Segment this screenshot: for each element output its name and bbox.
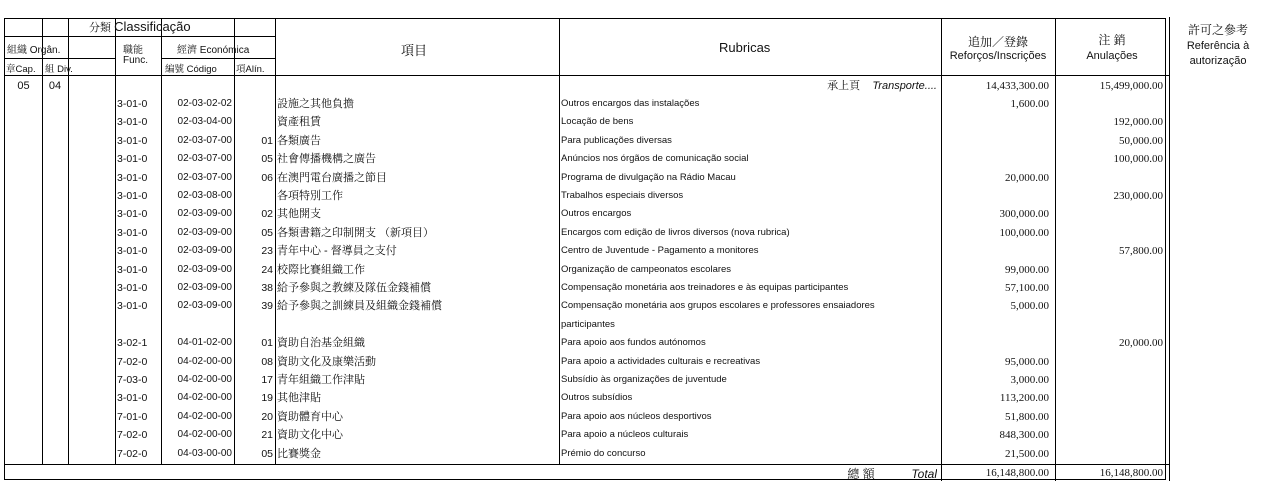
transport-label-zh: 承上頁 — [827, 80, 861, 92]
header-rubricas: Rubricas — [719, 40, 771, 55]
reforcos-value: 95,000.00 — [1005, 355, 1049, 368]
divider — [559, 19, 560, 465]
func-code: 3-01-0 — [117, 226, 148, 239]
func-code: 7-01-0 — [117, 410, 148, 423]
rubrica-description: Compensação monetária aos treinadores e às equipas participantes — [561, 282, 849, 293]
header-codigo-pt: Código — [186, 64, 217, 75]
divider — [234, 19, 235, 465]
header-referencia-pt-1: Referência à — [1186, 40, 1250, 52]
item-description-zh: 各類書籍之印制開支 （新項目） — [277, 226, 435, 239]
economic-code: 04-03-00-00 — [177, 447, 232, 459]
rubrica-description: Subsídio às organizações de juventude — [561, 374, 727, 385]
alinea-code — [236, 316, 273, 334]
item-description-zh: 其他津貼 — [277, 392, 321, 405]
economic-code: 02-03-09-00 — [177, 226, 232, 238]
func-code: 3-01-0 — [117, 300, 148, 313]
anulacoes-value — [1057, 371, 1163, 389]
economic-code: 02-03-09-00 — [177, 245, 232, 257]
anulacoes-value — [1057, 408, 1163, 426]
economic-code — [163, 316, 232, 334]
header-organica-zh: 組織 — [7, 45, 27, 56]
reforcos-value: 21,500.00 — [1005, 447, 1049, 460]
economic-code: 02-03-02-02 — [177, 98, 232, 109]
rubrica-description: Outros subsídios — [561, 392, 633, 404]
reforcos-value — [943, 113, 1049, 131]
divider — [1169, 17, 1170, 481]
header-div-zh: 組 — [45, 64, 55, 75]
economic-code: 04-02-00-00 — [177, 410, 232, 422]
anulacoes-value: 230,000.00 — [1113, 190, 1163, 202]
reforcos-value — [943, 334, 1049, 352]
economic-code: 02-03-09-00 — [177, 208, 232, 220]
header-alinea-zh: 項 — [236, 64, 246, 75]
item-description-zh: 資助自治基金組織 — [277, 337, 365, 350]
header-classificacao-pt: Classificação — [114, 19, 191, 34]
economic-code: 04-02-00-00 — [177, 429, 232, 441]
economic-code: 04-01-02-00 — [177, 337, 232, 349]
reforcos-value — [943, 150, 1049, 168]
header-cap-zh: 章 — [6, 64, 16, 75]
anulacoes-value — [1057, 169, 1163, 187]
func-code: 3-01-0 — [117, 392, 148, 405]
item-description-zh: 設施之其他負擔 — [277, 98, 354, 110]
divider — [275, 19, 276, 465]
item-description-zh — [277, 316, 557, 334]
rubrica-description: Encargos com edição de livros diversos (nova rubrica) — [561, 226, 790, 238]
alinea-code — [236, 187, 273, 205]
rubrica-description: Locação de bens — [561, 116, 634, 128]
item-description-zh: 在澳門電台廣播之節目 — [277, 171, 387, 184]
reforcos-value: 99,000.00 — [1005, 263, 1049, 276]
alinea-code: 05 — [261, 447, 273, 460]
rubrica-description: Para apoio a núcleos culturais — [561, 429, 689, 441]
economic-code: 02-03-08-00 — [177, 190, 232, 201]
anulacoes-value — [1057, 445, 1163, 463]
reforcos-value: 5,000.00 — [1010, 300, 1049, 313]
item-description-zh: 資產租賃 — [277, 116, 321, 129]
func-code: 3-01-0 — [117, 245, 148, 258]
divider — [5, 58, 115, 59]
header-organica — [7, 41, 60, 56]
header-itens: 項目 — [401, 43, 428, 58]
reforcos-value: 300,000.00 — [999, 208, 1049, 221]
anulacoes-value — [1057, 224, 1163, 242]
rubrica-description: Outros encargos das instalações — [561, 98, 700, 109]
func-code — [117, 316, 161, 334]
rubrica-description: Compensação monetária aos grupos escolares e professores ensaiadores — [561, 300, 875, 312]
header-funcional-zh: 職能 — [123, 45, 143, 56]
alinea-code: 19 — [261, 392, 273, 405]
economic-code: 02-03-09-00 — [177, 282, 232, 293]
func-code: 3-01-0 — [117, 134, 148, 147]
header-economica-pt: Económica — [199, 45, 250, 56]
header-anulacoes-zh: 注 銷 — [1098, 33, 1126, 47]
header-economica-zh: 經濟 — [177, 45, 197, 56]
reforcos-value: 3,000.00 — [1010, 374, 1049, 386]
alinea-code — [236, 113, 273, 131]
func-code: 3-01-0 — [117, 263, 148, 276]
anulacoes-value — [1057, 279, 1163, 297]
func-code: 3-01-0 — [117, 282, 148, 294]
func-code: 7-02-0 — [117, 447, 148, 460]
reforcos-value — [943, 187, 1049, 205]
header-anulacoes-pt: Anulações — [1086, 50, 1138, 62]
rubrica-description: Organização de campeonatos escolares — [561, 263, 732, 275]
item-description-zh: 社會傳播機構之廣告 — [277, 153, 376, 166]
transport-anulacoes: 15,499,000.00 — [1099, 80, 1163, 92]
rubrica-description: Programa de divulgação na Rádio Macau — [561, 171, 736, 183]
anulacoes-value — [1057, 389, 1163, 407]
header-reforcos-zh: 追加／登錄 — [967, 35, 1028, 49]
rubrica-description: Trabalhos especiais diversos — [561, 190, 684, 201]
alinea-code: 23 — [261, 245, 273, 258]
total-anulacoes: 16,148,800.00 — [1099, 467, 1163, 479]
total-label — [765, 465, 937, 483]
economic-code: 02-03-09-00 — [177, 300, 232, 312]
anulacoes-value — [1057, 426, 1163, 444]
reforcos-value: 1,600.00 — [1010, 98, 1049, 110]
func-code: 3-02-1 — [117, 337, 148, 350]
header-economica — [177, 41, 249, 56]
alinea-code: 20 — [261, 410, 273, 423]
economic-code: 02-03-07-00 — [177, 171, 232, 183]
rubrica-description: Para apoio a actividades culturais e recreativas — [561, 355, 761, 367]
header-codigo — [165, 61, 217, 75]
divider — [5, 36, 275, 37]
alinea-code: 38 — [261, 282, 273, 294]
header-referencia-pt-2: autorização — [1189, 55, 1247, 67]
alinea-code: 39 — [261, 300, 273, 313]
alinea-code: 24 — [261, 263, 273, 276]
item-description-zh: 其他開支 — [277, 208, 321, 221]
anulacoes-value: 57,800.00 — [1119, 245, 1163, 258]
header-alinea — [236, 61, 265, 75]
anulacoes-value — [1057, 205, 1163, 223]
reforcos-value: 57,100.00 — [1005, 282, 1049, 294]
transport-label — [765, 77, 937, 95]
header-cap-pt: Cap. — [15, 64, 36, 75]
alinea-code: 01 — [261, 134, 273, 147]
header-cap — [6, 61, 36, 75]
func-code: 3-01-0 — [117, 208, 148, 221]
rubrica-description: Anúncios nos órgãos de comunicação social — [561, 153, 749, 165]
item-description-zh: 青年中心 - 督導員之支付 — [277, 245, 397, 258]
economic-code: 02-03-07-00 — [177, 134, 232, 146]
rubrica-description: Centro de Juventude - Pagamento a monitores — [561, 245, 759, 257]
total-label-zh: 總 額 — [847, 467, 875, 481]
header-classificacao-zh: 分類 — [89, 22, 111, 34]
anulacoes-value: 20,000.00 — [1119, 337, 1163, 350]
alinea-code: 17 — [261, 374, 273, 386]
alinea-code: 06 — [261, 171, 273, 184]
alinea-code: 02 — [261, 208, 273, 221]
divider — [941, 19, 942, 481]
reforcos-value — [943, 242, 1049, 260]
alinea-code: 21 — [261, 429, 273, 442]
anulacoes-value — [1057, 316, 1163, 334]
item-description-zh: 各項特別工作 — [277, 190, 343, 202]
anulacoes-value — [1057, 95, 1163, 113]
div-value: 04 — [48, 80, 62, 92]
item-description-zh: 比賽獎金 — [277, 447, 321, 460]
economic-code: 02-03-04-00 — [177, 116, 232, 128]
rubrica-description: Para apoio aos núcleos desportivos — [561, 410, 712, 422]
header-codigo-zh: 編號 — [165, 64, 185, 75]
rubrica-description: Para apoio aos fundos autónomos — [561, 337, 706, 349]
rubrica-description: Outros encargos — [561, 208, 632, 220]
economic-code: 02-03-09-00 — [177, 263, 232, 275]
func-code: 7-03-0 — [117, 374, 148, 386]
func-code: 7-02-0 — [117, 429, 148, 442]
cap-value: 05 — [17, 80, 30, 92]
rubrica-description: Para publicações diversas — [561, 134, 672, 146]
reforcos-value — [943, 132, 1049, 150]
func-code: 3-01-0 — [117, 153, 148, 166]
total-reforcos: 16,148,800.00 — [985, 467, 1049, 479]
economic-code: 02-03-07-00 — [177, 153, 232, 165]
anulacoes-value — [1057, 353, 1163, 371]
header-referencia-zh: 許可之參考 — [1187, 23, 1248, 37]
item-description-zh: 資助文化中心 — [277, 429, 343, 442]
item-description-zh: 給予參與之教練及隊伍金錢補償 — [277, 282, 431, 294]
func-code: 7-02-0 — [117, 355, 148, 368]
item-description-zh: 資助體育中心 — [277, 410, 343, 423]
reforcos-value: 100,000.00 — [999, 226, 1049, 239]
header-classificacao — [89, 19, 191, 35]
item-description-zh: 資助文化及康樂活動 — [277, 355, 376, 368]
economic-code: 04-02-00-00 — [177, 355, 232, 367]
budget-table — [4, 18, 1250, 481]
divider — [5, 75, 1169, 76]
rubrica-description: Prémio do concurso — [561, 447, 646, 459]
reforcos-value: 20,000.00 — [1005, 171, 1049, 184]
header-funcional-pt: Func. — [123, 55, 149, 66]
alinea-code — [236, 95, 273, 113]
alinea-code: 01 — [261, 337, 273, 350]
alinea-code: 05 — [261, 226, 273, 239]
anulacoes-value: 100,000.00 — [1113, 153, 1163, 166]
anulacoes-value — [1057, 297, 1163, 315]
item-description-zh: 青年組織工作津貼 — [277, 374, 365, 386]
reforcos-value — [943, 316, 1049, 334]
func-code: 3-01-0 — [117, 190, 148, 202]
rubrica-description: participantes — [561, 318, 615, 330]
header-div-pt: Div. — [57, 64, 73, 75]
reforcos-value: 113,200.00 — [999, 392, 1049, 405]
divider — [161, 58, 275, 59]
anulacoes-value: 50,000.00 — [1119, 134, 1163, 147]
header-reforcos-pt: Reforços/Inscrições — [949, 50, 1047, 62]
item-description-zh: 各類廣告 — [277, 134, 321, 147]
alinea-code: 08 — [261, 355, 273, 368]
item-description-zh: 給予參與之訓練員及組織金錢補償 — [277, 300, 442, 313]
alinea-code: 05 — [261, 153, 273, 166]
divider — [161, 19, 162, 465]
header-div — [45, 61, 73, 75]
divider — [68, 19, 69, 465]
func-code: 3-01-0 — [117, 171, 148, 184]
transport-label-pt: Transporte.... — [872, 80, 937, 92]
total-label-pt: Total — [911, 467, 937, 481]
anulacoes-value: 192,000.00 — [1113, 116, 1163, 129]
header-alinea-pt: Alín. — [245, 64, 265, 75]
divider — [115, 19, 116, 465]
reforcos-value: 848,300.00 — [999, 429, 1049, 442]
anulacoes-value — [1057, 261, 1163, 279]
func-code: 3-01-0 — [117, 116, 148, 129]
func-code: 3-01-0 — [117, 98, 148, 110]
item-description-zh: 校際比賽組織工作 — [277, 263, 365, 276]
economic-code: 04-02-00-00 — [177, 374, 232, 385]
economic-code: 04-02-00-00 — [177, 392, 232, 404]
reforcos-value: 51,800.00 — [1005, 410, 1049, 423]
divider — [1055, 19, 1056, 481]
header-organica-pt: Orgân. — [29, 45, 61, 56]
transport-reforcos: 14,433,300.00 — [985, 80, 1049, 92]
